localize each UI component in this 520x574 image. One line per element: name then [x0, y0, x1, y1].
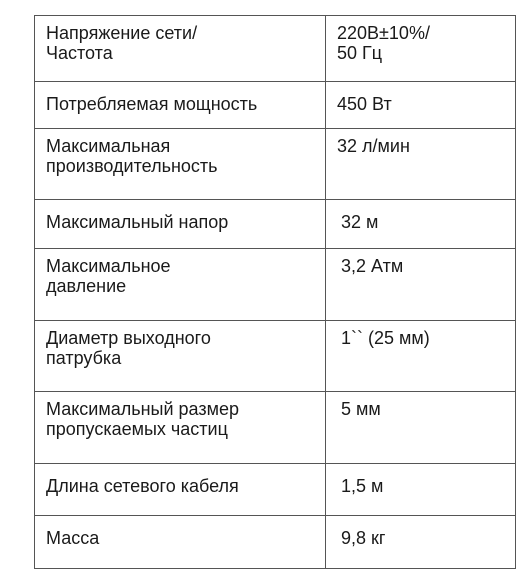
- spec-param-head: Максимальный напор: [35, 199, 326, 249]
- spec-param-particle-size: Максимальный размер пропускаемых частиц: [35, 391, 326, 463]
- spec-param-outlet-diameter: Диаметр выходного патрубка: [35, 321, 326, 391]
- spec-value-head: 32 м: [326, 199, 516, 249]
- table-row: [35, 391, 516, 463]
- spec-value-power: 450 Вт: [326, 82, 516, 129]
- spec-param-power: Потребляемая мощность: [35, 82, 326, 129]
- spec-value-voltage: 220В±10%/ 50 Гц: [326, 16, 516, 82]
- table-row: [35, 129, 516, 199]
- spec-param-pressure: Максимальное давление: [35, 249, 326, 321]
- table-row: [35, 516, 516, 569]
- table-row: [35, 16, 516, 82]
- spec-value-cable-length: 1,5 м: [326, 463, 516, 516]
- spec-value-pressure: 3,2 Атм: [326, 249, 516, 321]
- spec-value-weight: 9,8 кг: [326, 516, 516, 569]
- table-row: [35, 82, 516, 129]
- spec-param-weight: Масса: [35, 516, 326, 569]
- table-row: [35, 199, 516, 249]
- table-row: [35, 463, 516, 516]
- spec-param-capacity: Максимальная производительность: [35, 129, 326, 199]
- table-row: [35, 321, 516, 391]
- spec-value-particle-size: 5 мм: [326, 391, 516, 463]
- specifications-table: [34, 15, 516, 569]
- spec-param-cable-length: Длина сетевого кабеля: [35, 463, 326, 516]
- spec-param-voltage: Напряжение сети/ Частота: [35, 16, 326, 82]
- table-row: [35, 249, 516, 321]
- spec-value-outlet-diameter: 1`` (25 мм): [326, 321, 516, 391]
- spec-value-capacity: 32 л/мин: [326, 129, 516, 199]
